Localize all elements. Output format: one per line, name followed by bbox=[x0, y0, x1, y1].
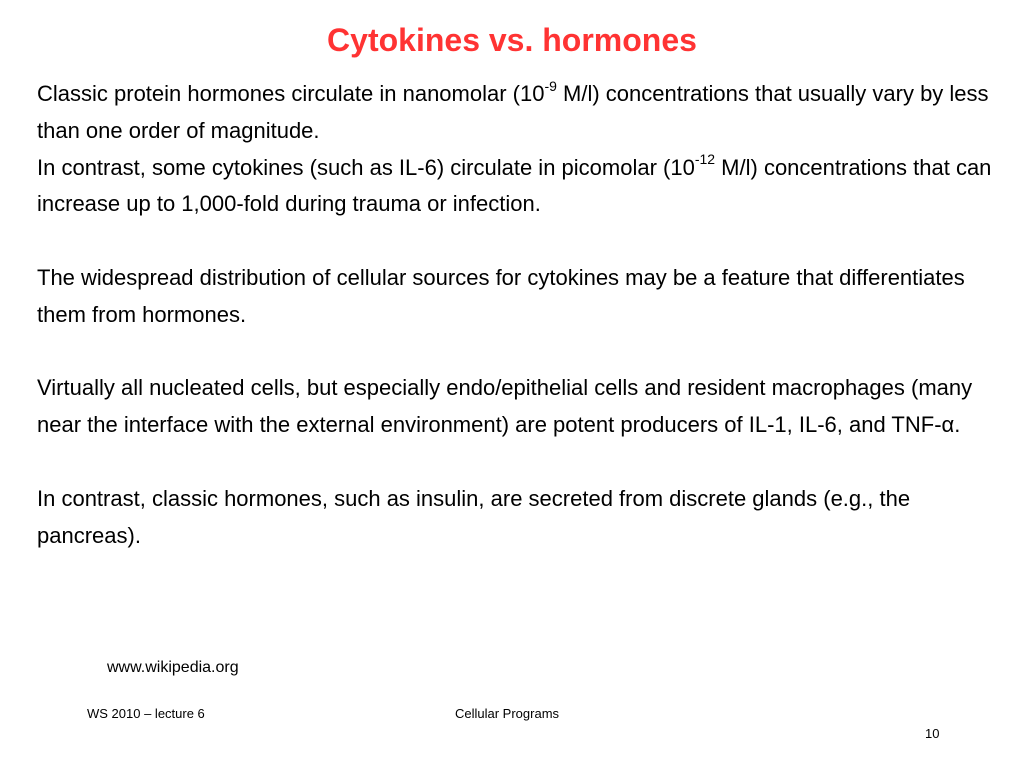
slide-body bbox=[37, 76, 997, 554]
exponent: -9 bbox=[544, 77, 557, 94]
paragraph-text: Classic protein hormones circulate in nanomolar (10 bbox=[37, 81, 545, 106]
footer-course: Cellular Programs bbox=[455, 706, 560, 721]
paragraph-spacer bbox=[37, 334, 997, 371]
paragraph-spacer bbox=[37, 444, 997, 481]
source-link: www.wikipedia.org bbox=[107, 659, 239, 676]
page-number: 10 bbox=[925, 726, 940, 741]
paragraph-insulin: In contrast, classic hormones, such as insulin, are secreted from discrete glands (e.g., the pancreas). bbox=[37, 485, 911, 548]
paragraph-picomolar bbox=[37, 150, 997, 224]
slide-title: Cytokines vs. hormones bbox=[327, 22, 697, 58]
paragraph-nanomolar bbox=[37, 76, 997, 150]
paragraph-text: In contrast, some cytokines (such as IL-6) circulate in picomolar (10 bbox=[37, 154, 695, 180]
paragraph-distribution: The widespread distribution of cellular sources for cytokines may be a feature that differentiates them from hormones. bbox=[37, 264, 965, 327]
footer-lecture: WS 2010 – lecture 6 bbox=[87, 706, 205, 721]
paragraph-spacer bbox=[37, 223, 997, 260]
exponent: -12 bbox=[694, 151, 716, 168]
paragraph-text: M/l) concentrations that can increase up to 1,000-fold during trauma or infection. bbox=[37, 154, 992, 217]
paragraph-text: M/l) concentrations that usually vary by less than one order of magnitude. bbox=[37, 81, 989, 143]
paragraph-producers: Virtually all nucleated cells, but especially endo/epithelial cells and resident macrophages (many near the interface with the external environment) are potent producers of IL-1, IL-6, and TNF-α. bbox=[37, 375, 973, 438]
